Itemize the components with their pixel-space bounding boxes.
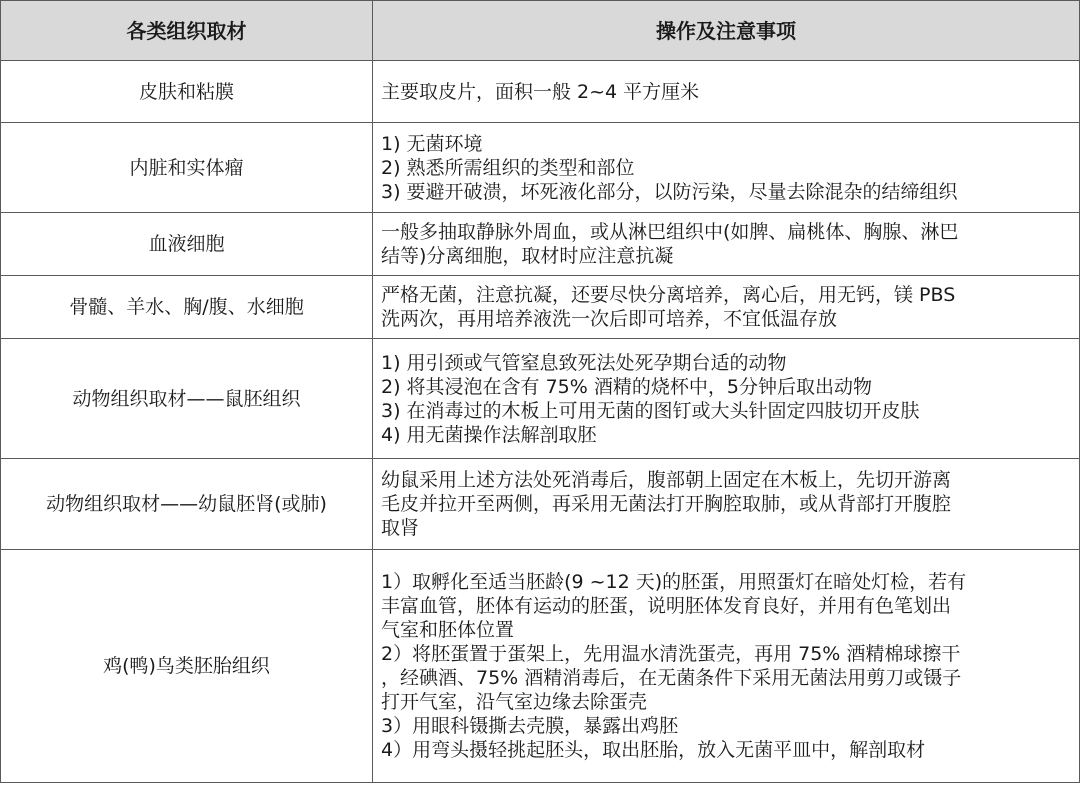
header-operations: 操作及注意事项 — [373, 1, 1080, 61]
operation-line: 幼鼠采用上述方法处死消毒后，腹部朝上固定在木板上，先切开游离 — [381, 469, 952, 491]
operation-line: 1）取孵化至适当胚龄(9 ~12 天)的胚蛋，用照蛋灯在暗处灯检，若有 — [381, 571, 967, 593]
table-row — [1, 61, 1080, 123]
operation-line: 3）用眼科镊撕去壳膜，暴露出鸡胚 — [381, 715, 679, 737]
operation-line: 2) 将其浸泡在含有 75% 酒精的烧杯中，5分钟后取出动物 — [381, 375, 872, 398]
tissue-name-cell: 皮肤和粘膜 — [1, 61, 373, 123]
operation-line: 一般多抽取静脉外周血，或从淋巴组织中(如脾、扁桃体、胸腺、淋巴 — [381, 221, 959, 243]
operation-line: 严格无菌，注意抗凝，还要尽快分离培养，离心后，用无钙，镁 PBS — [381, 284, 956, 306]
operation-line: 4) 用无菌操作法解剖取胚 — [381, 423, 597, 446]
table-row — [1, 339, 1080, 459]
operations-cell — [373, 123, 1080, 213]
operation-line: 3) 在消毒过的木板上可用无菌的图钉或大头针固定四肢切开皮肤 — [381, 399, 920, 422]
operation-line: 2）将胚蛋置于蛋架上，先用温水清洗蛋壳，再用 75% 酒精棉球擦干 — [381, 643, 961, 665]
operation-line: 毛皮并拉开至两侧，再采用无菌法打开胸腔取肺，或从背部打开腹腔 — [381, 493, 952, 515]
table-row — [1, 459, 1080, 550]
operation-line: 洗两次，再用培养液洗一次后即可培养，不宜低温存放 — [381, 308, 838, 330]
operation-line: 1) 无菌环境 — [381, 132, 483, 155]
operation-line: 气室和胚体位置 — [381, 619, 515, 641]
operation-line: 3) 要避开破溃，坏死液化部分，以防污染，尽量去除混杂的结缔组织 — [381, 180, 958, 203]
table-row — [1, 213, 1080, 276]
table-row — [1, 550, 1080, 783]
operation-line: 2) 熟悉所需组织的类型和部位 — [381, 156, 635, 179]
operation-line: 取肾 — [381, 517, 420, 539]
operation-line: ，经碘酒、75% 酒精消毒后，在无菌条件下采用无菌法用剪刀或镊子 — [381, 667, 962, 689]
operations-cell — [373, 339, 1080, 459]
operation-line: 结等)分离细胞，取材时应注意抗凝 — [381, 245, 674, 267]
table-header-row — [1, 1, 1080, 61]
operations-cell — [373, 459, 1080, 550]
operation-line: 4）用弯头摄轻挑起胚头，取出胚胎，放入无菌平皿中，解剖取材 — [381, 739, 926, 761]
operations-cell — [373, 213, 1080, 276]
operation-line: 1) 用引颈或气管窒息致死法处死孕期台适的动物 — [381, 351, 787, 374]
operation-line: 主要取皮片，面积一般 2~4 平方厘米 — [381, 80, 700, 103]
tissue-name-cell: 鸡(鸭)鸟类胚胎组织 — [1, 550, 373, 783]
tissue-name-cell: 动物组织取材——鼠胚组织 — [1, 339, 373, 459]
table-row — [1, 123, 1080, 213]
tissue-name-cell: 内脏和实体瘤 — [1, 123, 373, 213]
operation-line: 丰富血管，胚体有运动的胚蛋，说明胚体发育良好，并用有色笔划出 — [381, 595, 952, 617]
operations-cell — [373, 276, 1080, 339]
operations-cell — [373, 61, 1080, 123]
tissue-name-cell: 动物组织取材——幼鼠胚肾(或肺) — [1, 459, 373, 550]
tissue-name-cell: 骨髓、羊水、胸/腹、水细胞 — [1, 276, 373, 339]
table-row — [1, 276, 1080, 339]
header-tissue-type: 各类组织取材 — [1, 1, 373, 61]
operation-line: 打开气室，沿气室边缘去除蛋壳 — [381, 691, 648, 713]
operations-cell — [373, 550, 1080, 783]
tissue-name-cell: 血液细胞 — [1, 213, 373, 276]
